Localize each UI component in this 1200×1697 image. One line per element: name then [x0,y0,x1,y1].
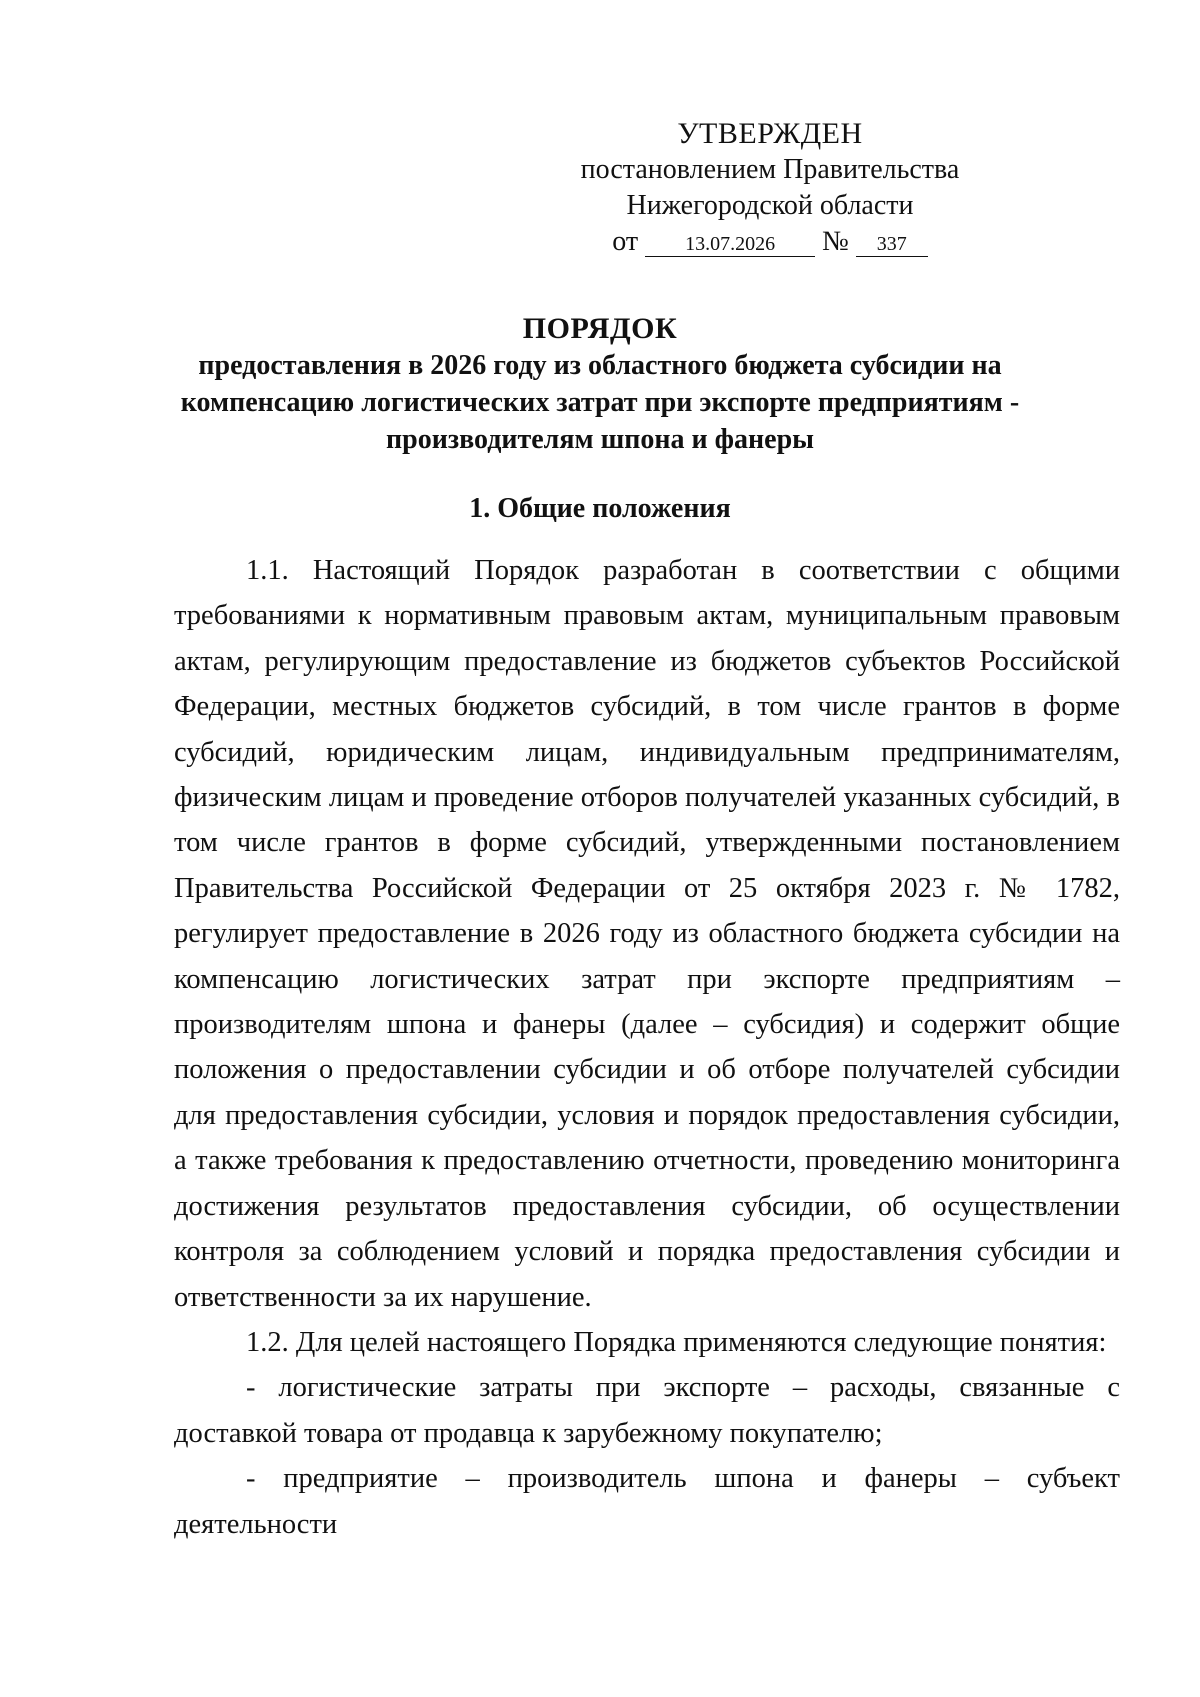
section-body [174,548,1120,1547]
approved-label: УТВЕРЖДЕН [677,117,863,150]
document-subtitle: предоставления в 2026 году из областного бюджета субсидии на компенсацию логистических затрат при экспорте предприятиям - производителям шпона и фанеры [180,350,1020,455]
definition-logistics-costs: - логистические затраты при экспорте – расходы, связанные с доставкой товара от продавца к зарубежному покупателю; [174,1372,1120,1449]
approval-date-number-row [560,224,980,260]
document-title: ПОРЯДОК [522,312,678,345]
section-heading: 1. Общие положения [469,493,731,524]
approval-number: 337 [856,232,928,257]
definition-enterprise: - предприятие – производитель шпона и фанеры – субъект деятельности [174,1463,1120,1540]
date-prefix: от [612,226,639,257]
paragraph-1-1: 1.1. Настоящий Порядок разработан в соответствии с общими требованиями к нормативным правовым актам, муниципальным правовым актам, регулирующим предоставление из бюджетов субъектов Российской Федерации, местных бюджетов субсидий, в том числе грантов в форме субсидий, юридическим лицам, индивидуальным предпринимателям, физическим лицам и проведение отборов получателей указанных субсидий, в том числе грантов в форме субсидий, утвержденными постановлением Правительства Российской Федерации от 25 октября 2023 г. № 1782, регулирует предоставление в 2026 году из областного бюджета субсидии на компенсацию логистических затрат при экспорте предприятиям – производителям шпона и фанеры (далее – субсидия) и содержит общие положения о предоставлении субсидии и об отборе получателей субсидии для предоставления субсидии, условия и порядок предоставления субсидии, а также требования к предоставлению отчетности, проведению мониторинга достижения результатов предоставления субсидии, об осуществлении контроля за соблюдением условий и порядка предоставления субсидии и ответственности за их нарушение. [174,555,1120,1313]
approved-by-line: постановлением Правительства [580,154,960,185]
approved-region-line: Нижегородской области [626,190,914,221]
approval-date: 13.07.2026 [645,232,815,257]
document-heading [130,310,1070,458]
number-prefix: № [822,226,849,257]
paragraph-1-2: 1.2. Для целей настоящего Порядка применяются следующие понятия: [246,1326,1107,1358]
approval-stamp-block [560,116,980,260]
